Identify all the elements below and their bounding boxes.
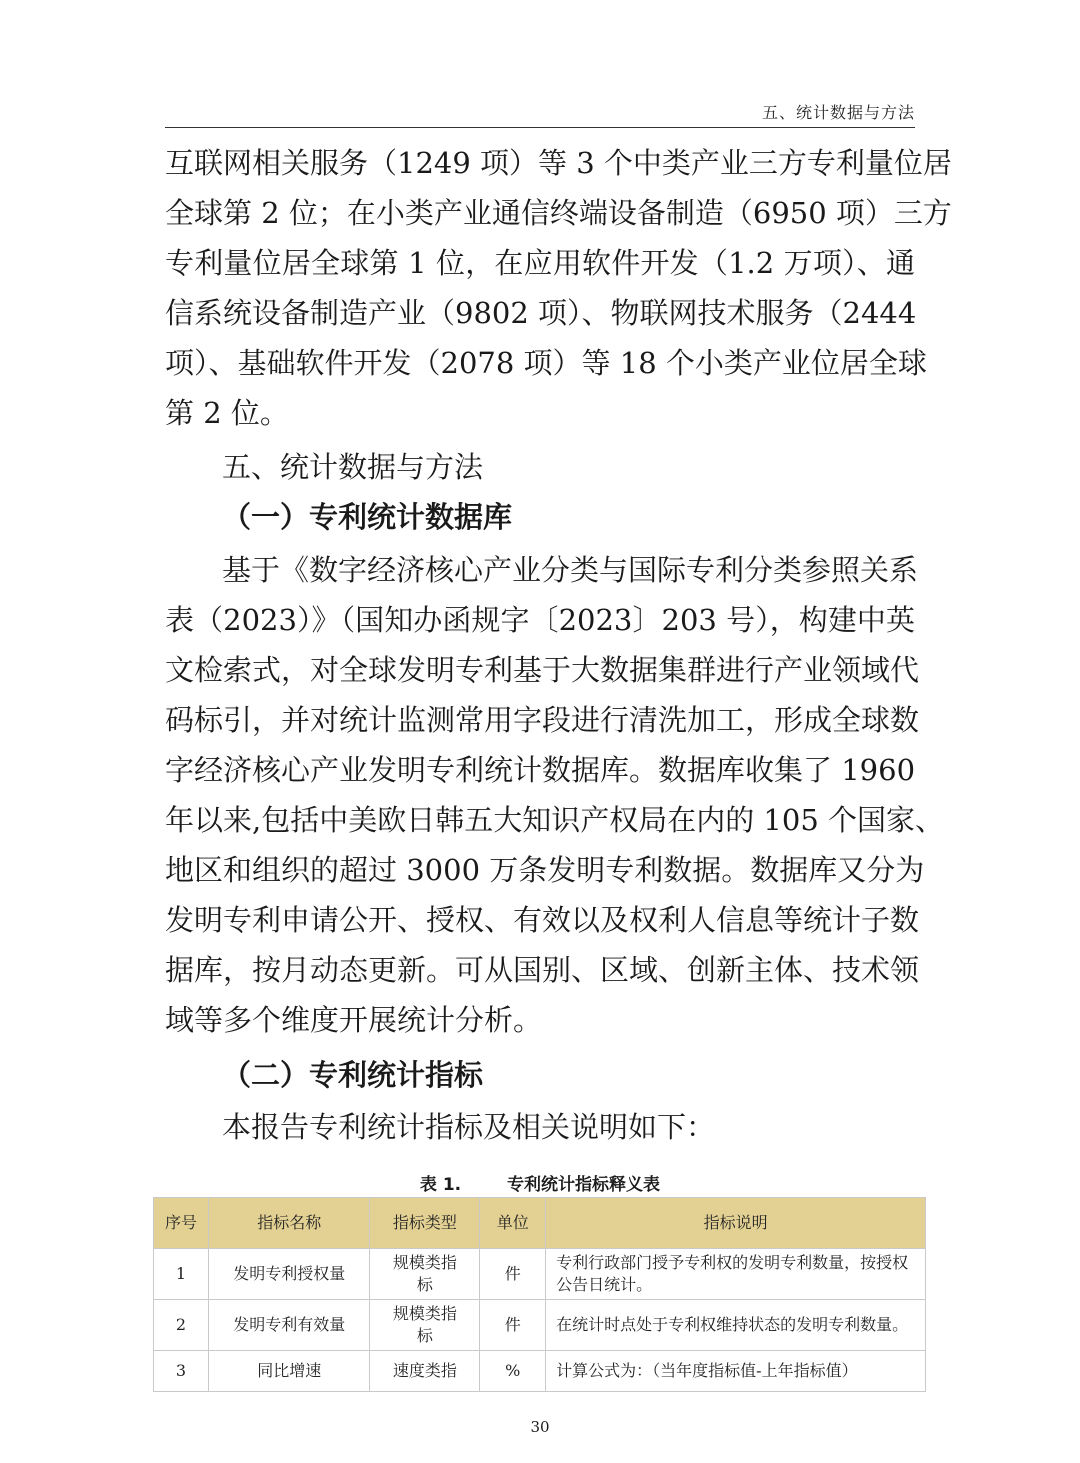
column-header-type: 指标类型 <box>370 1198 480 1249</box>
cell-unit: 件 <box>480 1249 546 1300</box>
cell-desc: 在统计时点处于专利权维持状态的发明专利数量。 <box>546 1300 926 1351</box>
table-caption-number: 表 1. <box>419 1175 462 1195</box>
table-row <box>154 1300 926 1351</box>
subsection-title-metrics: （二）专利统计指标 <box>222 1058 484 1092</box>
text-line: 基于《数字经济核心产业分类与国际专利分类参照关系 <box>222 553 919 587</box>
text-line: 项）、基础软件开发（2078 项）等 18 个小类产业位居全球 <box>165 346 927 380</box>
cell-unit: 件 <box>480 1300 546 1351</box>
cell-type: 规模类指标 <box>370 1249 480 1300</box>
cell-desc: 计算公式为：（当年度指标值-上年指标值） <box>546 1351 926 1392</box>
text-line: 域等多个维度开展统计分析。 <box>165 1003 543 1037</box>
cell-no: 2 <box>154 1300 209 1351</box>
text-line: 全球第 2 位；在小类产业通信终端设备制造（6950 项）三方 <box>165 196 952 230</box>
cell-no: 3 <box>154 1351 209 1392</box>
cell-type: 规模类指标 <box>370 1300 480 1351</box>
table-row <box>154 1249 926 1300</box>
text-line: 专利量位居全球第 1 位，在应用软件开发（1.2 万项）、通 <box>165 246 915 280</box>
table-caption <box>0 1170 1080 1195</box>
text-line: 互联网相关服务（1249 项）等 3 个中类产业三方专利量位居 <box>165 146 952 180</box>
metrics-table <box>153 1197 926 1392</box>
cell-no: 1 <box>154 1249 209 1300</box>
table-header-row <box>154 1198 926 1249</box>
cell-unit: % <box>480 1351 546 1392</box>
cell-name: 发明专利有效量 <box>208 1300 370 1351</box>
text-line: 字经济核心产业发明专利统计数据库。数据库收集了 1960 <box>165 753 916 787</box>
column-header-desc: 指标说明 <box>546 1198 926 1249</box>
column-header-no: 序号 <box>154 1198 209 1249</box>
running-header: 五、统计数据与方法 <box>761 103 915 122</box>
text-line: 地区和组织的超过 3000 万条发明专利数据。数据库又分为 <box>165 853 925 887</box>
cell-desc: 专利行政部门授予专利权的发明专利数量，按授权公告日统计。 <box>546 1249 926 1300</box>
subsection-title-database: （一）专利统计数据库 <box>222 500 513 534</box>
cell-type: 速度类指 <box>370 1351 480 1392</box>
text-line: 表（2023）》（国知办函规字〔2023〕203 号），构建中英 <box>165 603 915 637</box>
text-line: 据库，按月动态更新。可从国别、区域、创新主体、技术领 <box>165 953 920 987</box>
text-line: 文检索式，对全球发明专利基于大数据集群进行产业领域代 <box>165 653 920 687</box>
column-header-unit: 单位 <box>480 1198 546 1249</box>
table-row <box>154 1351 926 1392</box>
header-rule <box>165 127 915 128</box>
section-title: 五、统计数据与方法 <box>222 450 484 484</box>
table-intro: 本报告专利统计指标及相关说明如下： <box>222 1110 716 1144</box>
column-header-name: 指标名称 <box>208 1198 370 1249</box>
text-line: 年以来,包括中美欧日韩五大知识产权局在内的 105 个国家、 <box>165 803 945 837</box>
text-line: 第 2 位。 <box>165 396 289 430</box>
table-caption-title: 专利统计指标释义表 <box>507 1175 661 1195</box>
text-line: 发明专利申请公开、授权、有效以及权利人信息等统计子数 <box>165 903 920 937</box>
page-number: 30 <box>530 1418 550 1436</box>
cell-name: 同比增速 <box>208 1351 370 1392</box>
text-line: 码标引，并对统计监测常用字段进行清洗加工，形成全球数 <box>165 703 920 737</box>
text-line: 信系统设备制造产业（9802 项）、物联网技术服务（2444 <box>165 296 917 330</box>
cell-name: 发明专利授权量 <box>208 1249 370 1300</box>
